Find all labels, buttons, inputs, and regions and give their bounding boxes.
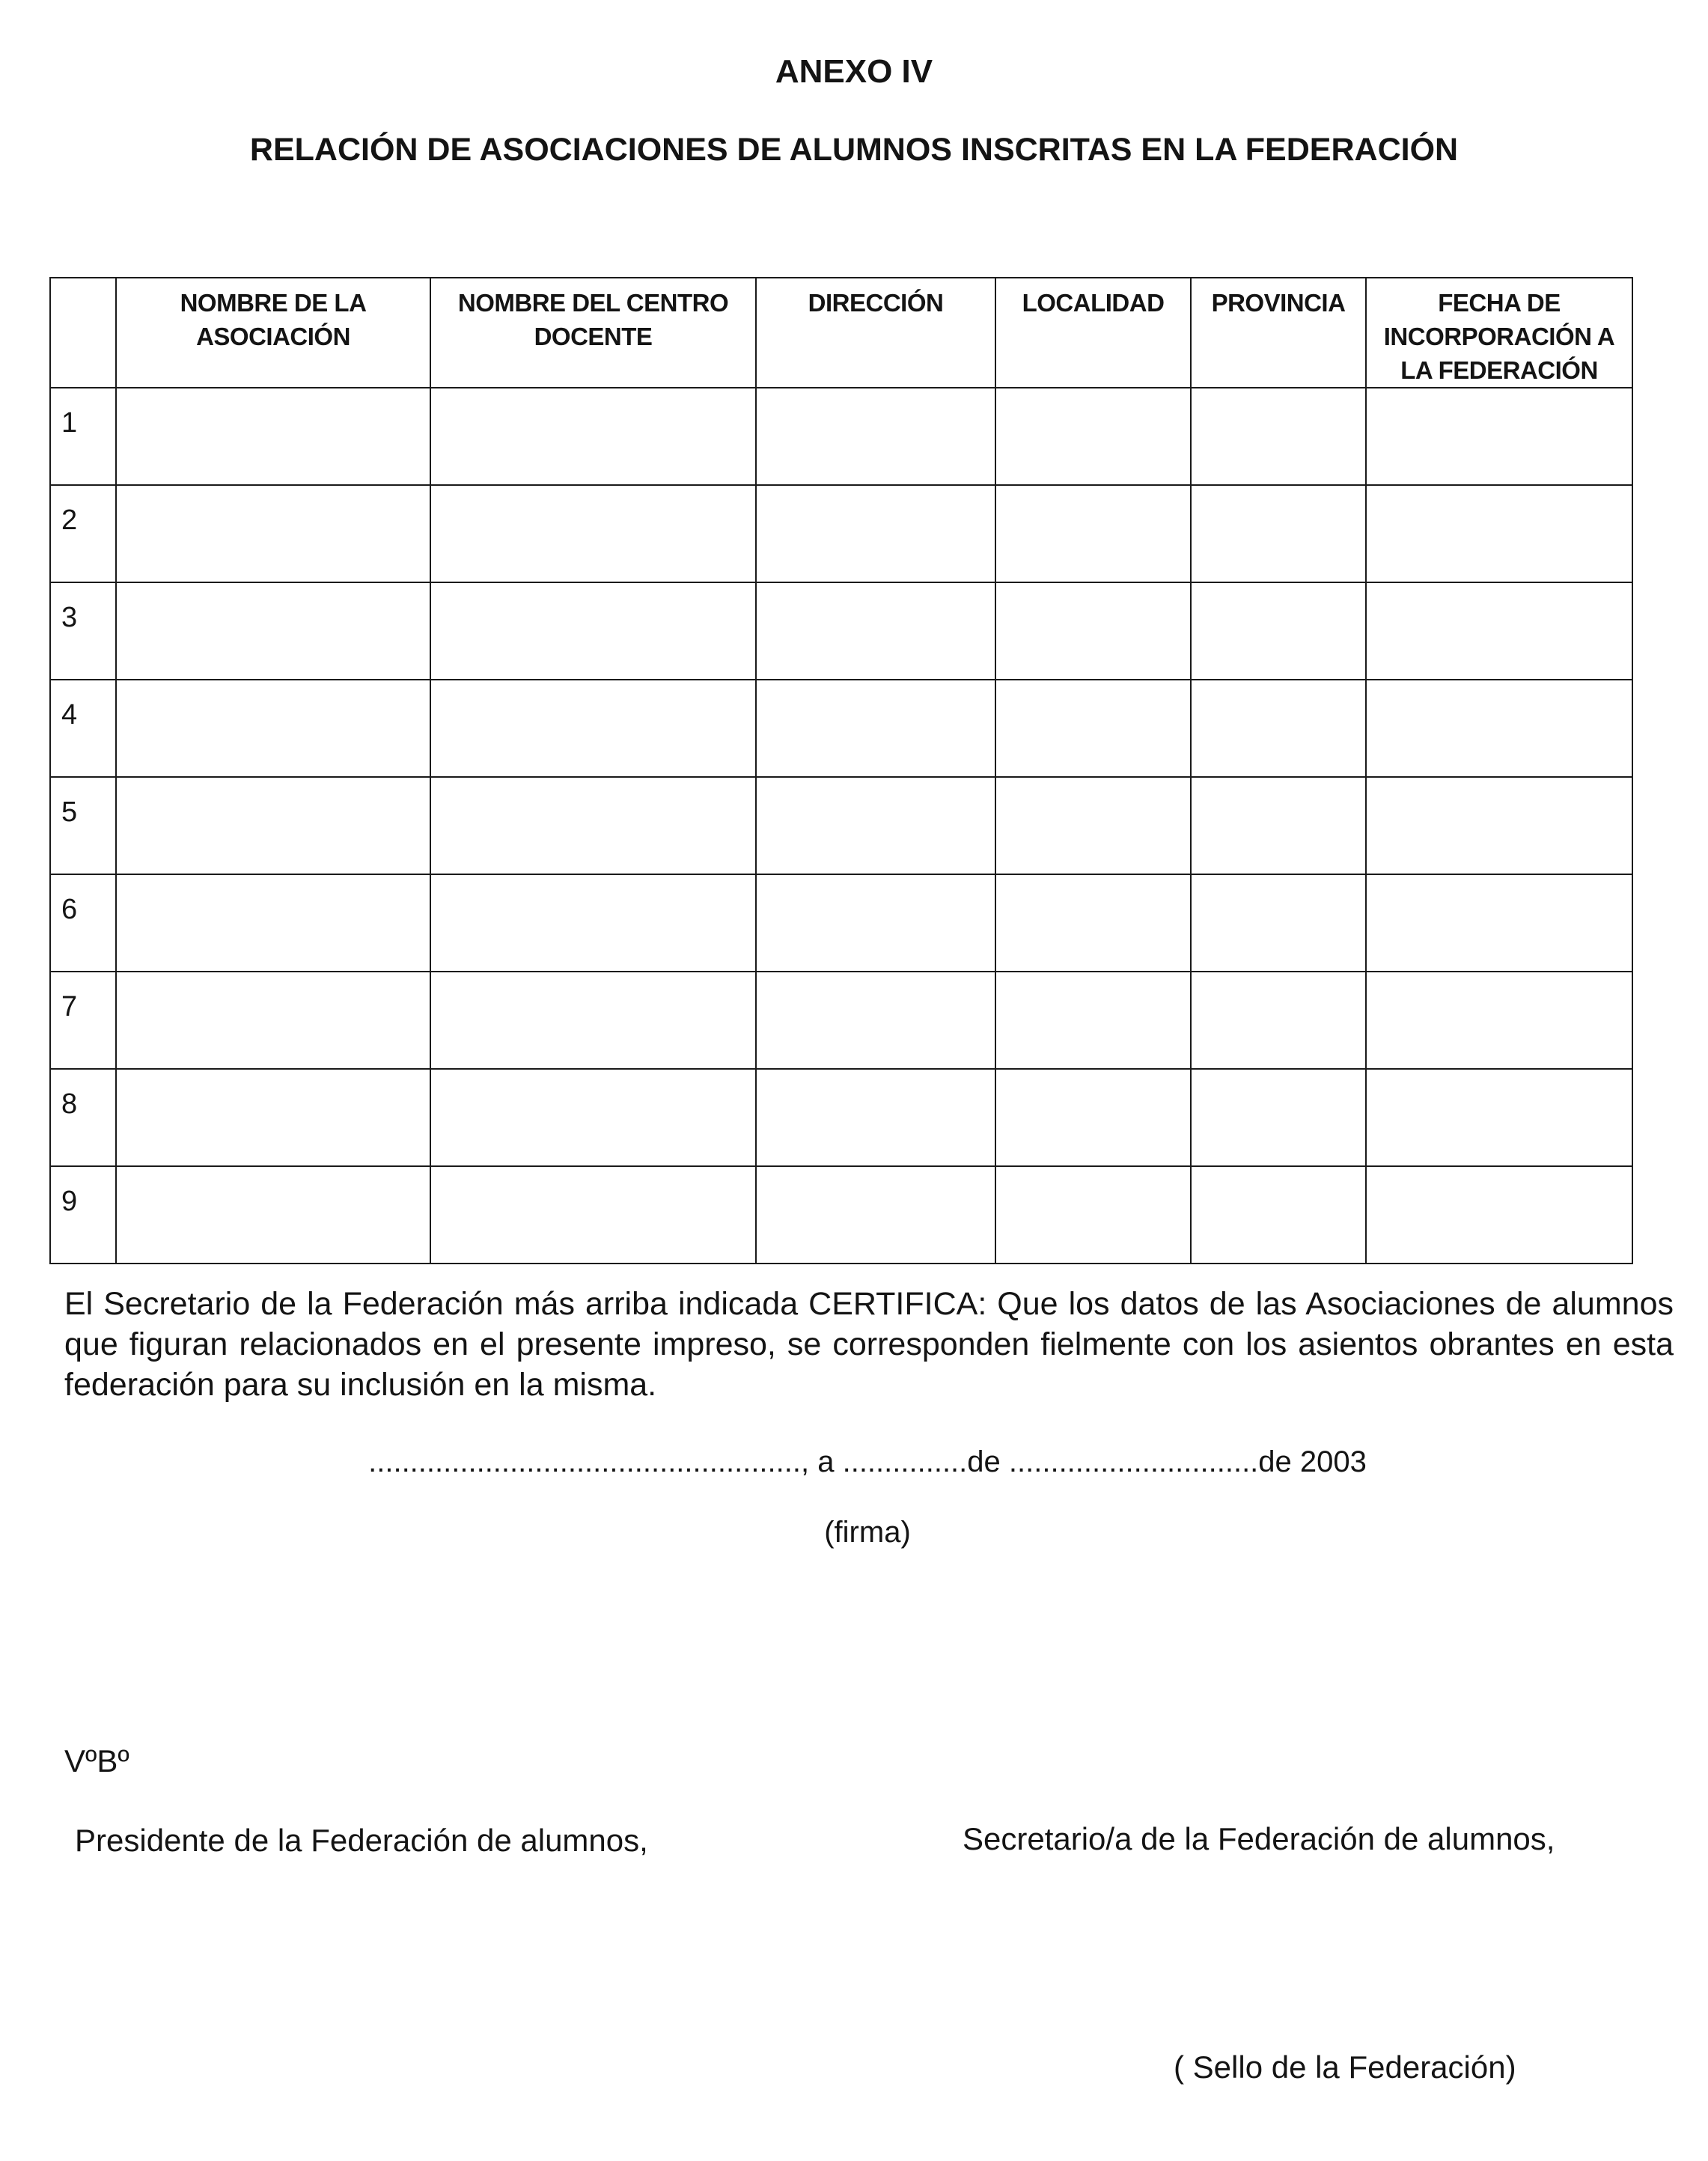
column-header-locality: LOCALIDAD: [995, 278, 1191, 388]
cell-locality: [995, 972, 1191, 1069]
cell-incorporation-date: [1366, 874, 1632, 972]
cell-locality: [995, 1069, 1191, 1166]
approval-mark: VºBº: [64, 1743, 129, 1779]
cell-locality: [995, 1166, 1191, 1264]
cell-school-name: [430, 485, 756, 582]
place-date-line: ...................................................., a ...............de ..............................de 2003: [368, 1445, 1367, 1478]
cell-address: [756, 874, 995, 972]
cell-association-name: [116, 680, 430, 777]
column-header-address: DIRECCIÓN: [756, 278, 995, 388]
cell-school-name: [430, 582, 756, 680]
cell-incorporation-date: [1366, 485, 1632, 582]
table-row: [50, 972, 1632, 1069]
cell-address: [756, 1166, 995, 1264]
cell-locality: [995, 582, 1191, 680]
cell-address: [756, 680, 995, 777]
cell-association-name: [116, 874, 430, 972]
cell-address: [756, 582, 995, 680]
cell-school-name: [430, 388, 756, 485]
row-number: 1: [50, 388, 116, 485]
cell-association-name: [116, 388, 430, 485]
cell-school-name: [430, 972, 756, 1069]
cell-association-name: [116, 1166, 430, 1264]
cell-province: [1191, 1069, 1366, 1166]
table-row: [50, 388, 1632, 485]
cell-province: [1191, 874, 1366, 972]
cell-province: [1191, 680, 1366, 777]
cell-association-name: [116, 1069, 430, 1166]
table-header-row: [50, 278, 1632, 388]
table-row: [50, 485, 1632, 582]
row-number: 5: [50, 777, 116, 874]
cell-province: [1191, 485, 1366, 582]
column-header-incorporation-date: FECHA DE INCORPORACIÓN A LA FEDERACIÓN: [1366, 278, 1632, 388]
cell-address: [756, 485, 995, 582]
certification-paragraph: El Secretario de la Federación más arriba indicada CERTIFICA: Que los datos de las Asociaciones de alumnos que figuran relacionados en el presente impreso, se corresponden fielmente con los asientos obrantes en esta federación para su inclusión en la misma.: [64, 1286, 1674, 1403]
cell-address: [756, 972, 995, 1069]
cell-association-name: [116, 777, 430, 874]
cell-province: [1191, 582, 1366, 680]
cell-locality: [995, 874, 1191, 972]
row-number: 2: [50, 485, 116, 582]
row-number: 9: [50, 1166, 116, 1264]
cell-province: [1191, 777, 1366, 874]
cell-association-name: [116, 972, 430, 1069]
row-number: 7: [50, 972, 116, 1069]
row-number: 3: [50, 582, 116, 680]
cell-incorporation-date: [1366, 1069, 1632, 1166]
cell-incorporation-date: [1366, 777, 1632, 874]
cell-school-name: [430, 1166, 756, 1264]
cell-locality: [995, 680, 1191, 777]
secretary-signature-label: Secretario/a de la Federación de alumnos,: [963, 1821, 1555, 1856]
signature-label: (firma): [824, 1516, 911, 1549]
cell-address: [756, 777, 995, 874]
associations-table: [49, 277, 1633, 1264]
cell-incorporation-date: [1366, 582, 1632, 680]
row-number: 8: [50, 1069, 116, 1166]
column-header-association-name: NOMBRE DE LA ASOCIACIÓN: [116, 278, 430, 388]
cell-incorporation-date: [1366, 1166, 1632, 1264]
table-row: [50, 582, 1632, 680]
cell-province: [1191, 972, 1366, 1069]
table-row: [50, 1069, 1632, 1166]
cell-association-name: [116, 485, 430, 582]
president-signature-label: Presidente de la Federación de alumnos,: [75, 1823, 648, 1858]
table-row: [50, 874, 1632, 972]
cell-school-name: [430, 874, 756, 972]
cell-province: [1191, 388, 1366, 485]
cell-locality: [995, 388, 1191, 485]
table-row: [50, 680, 1632, 777]
table-row: [50, 1166, 1632, 1264]
federation-seal-label: ( Sello de la Federación): [1174, 2049, 1516, 2085]
column-header-number: [50, 278, 116, 388]
cell-address: [756, 388, 995, 485]
cell-address: [756, 1069, 995, 1166]
document-title: RELACIÓN DE ASOCIACIONES DE ALUMNOS INSCRITAS EN LA FEDERACIÓN: [249, 132, 1459, 168]
cell-province: [1191, 1166, 1366, 1264]
row-number: 6: [50, 874, 116, 972]
cell-school-name: [430, 777, 756, 874]
annex-heading: ANEXO IV: [775, 53, 933, 90]
cell-locality: [995, 777, 1191, 874]
cell-locality: [995, 485, 1191, 582]
table-row: [50, 777, 1632, 874]
row-number: 4: [50, 680, 116, 777]
cell-school-name: [430, 1069, 756, 1166]
cell-association-name: [116, 582, 430, 680]
cell-incorporation-date: [1366, 680, 1632, 777]
column-header-province: PROVINCIA: [1191, 278, 1366, 388]
cell-incorporation-date: [1366, 972, 1632, 1069]
column-header-school-name: NOMBRE DEL CENTRO DOCENTE: [430, 278, 756, 388]
cell-incorporation-date: [1366, 388, 1632, 485]
cell-school-name: [430, 680, 756, 777]
